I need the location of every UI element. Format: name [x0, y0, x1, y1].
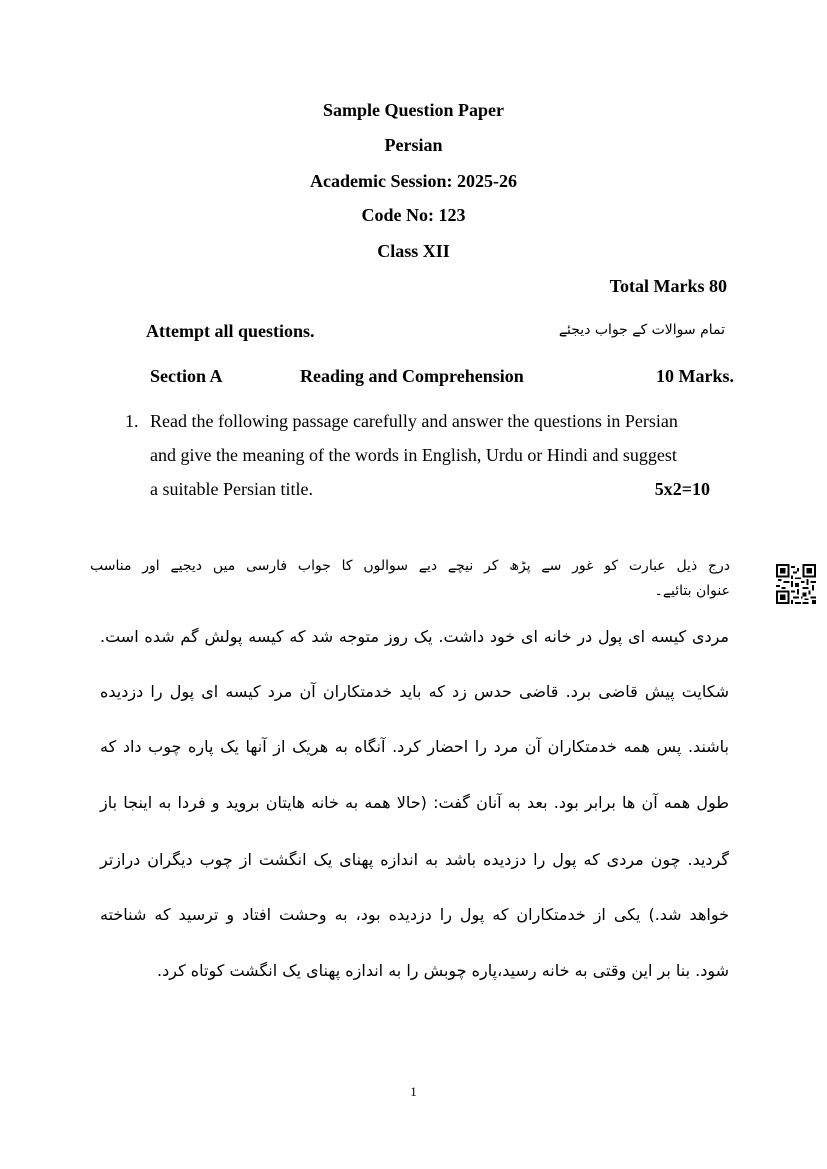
passage-line: شکایت پیش قاضی برد. قاضی حدس زد که باید خدمتکاران آن مرد کیسه ای پول را دزدیده	[100, 682, 729, 701]
academic-session: Academic Session: 2025-26	[310, 171, 517, 191]
paper-subject: Persian	[384, 135, 443, 155]
page-number: 1	[410, 1084, 417, 1099]
passage-line: شود. بنا بر این وقتی به خانه رسید،پاره چوبش را به اندازه پهنای یک انگشت کوتاه کرد.	[157, 961, 729, 980]
urdu-instruction-line: عنوان بتائیے۔	[654, 583, 730, 599]
passage-line: باشند. پس همه خدمتکاران آن مرد را احضار کرد. آنگاه به هریک از آنها یک پاره چوب داد که	[100, 737, 729, 756]
section-marks: 10 Marks.	[656, 366, 734, 386]
question-line: Read the following passage carefully and answer the questions in Persian	[150, 411, 678, 431]
question-marks: 5x2=10	[654, 479, 710, 499]
question-number: 1.	[125, 411, 139, 431]
question-line: and give the meaning of the words in English, Urdu or Hindi and suggest	[150, 445, 677, 465]
passage-line: مردی کیسه ای پول در خانه ای خود داشت. یک روز متوجه شد که کیسه پولش گم شده است.	[100, 627, 729, 646]
question-line: a suitable Persian title.	[150, 479, 313, 499]
section-title: Reading and Comprehension	[300, 366, 524, 386]
section-label: Section A	[150, 366, 223, 386]
subject-code: Code No: 123	[361, 205, 466, 225]
class-label: Class XII	[377, 241, 450, 261]
total-marks: Total Marks 80	[609, 276, 727, 296]
urdu-instruction-line: درج ذیل عبارت کو غور سے پڑھ کر نیچے دیے سوالوں کا جواب فارسی میں دیجیے اور مناسب	[90, 558, 730, 574]
passage-line: طول همه آن ها برابر بود. بعد به آنان گفت: (حالا همه به خانه هایتان بروید و فردا به اینجا باز	[100, 793, 729, 812]
instruction-urdu: تمام سوالات کے جواب دیجئے	[558, 322, 725, 338]
qr-code-icon	[776, 564, 816, 604]
instruction-english: Attempt all questions.	[146, 321, 315, 341]
paper-title: Sample Question Paper	[322, 100, 504, 120]
passage-line: خواهد شد.) یکی از خدمتکاران که پول را دزدیده بود، به وحشت افتاد و ترسید که شناخته	[100, 905, 729, 924]
passage-line: گردید. چون مردی که پول را دزدیده باشد به اندازه پهنای یک انگشت از چوب دیگران درازتر	[100, 850, 729, 869]
